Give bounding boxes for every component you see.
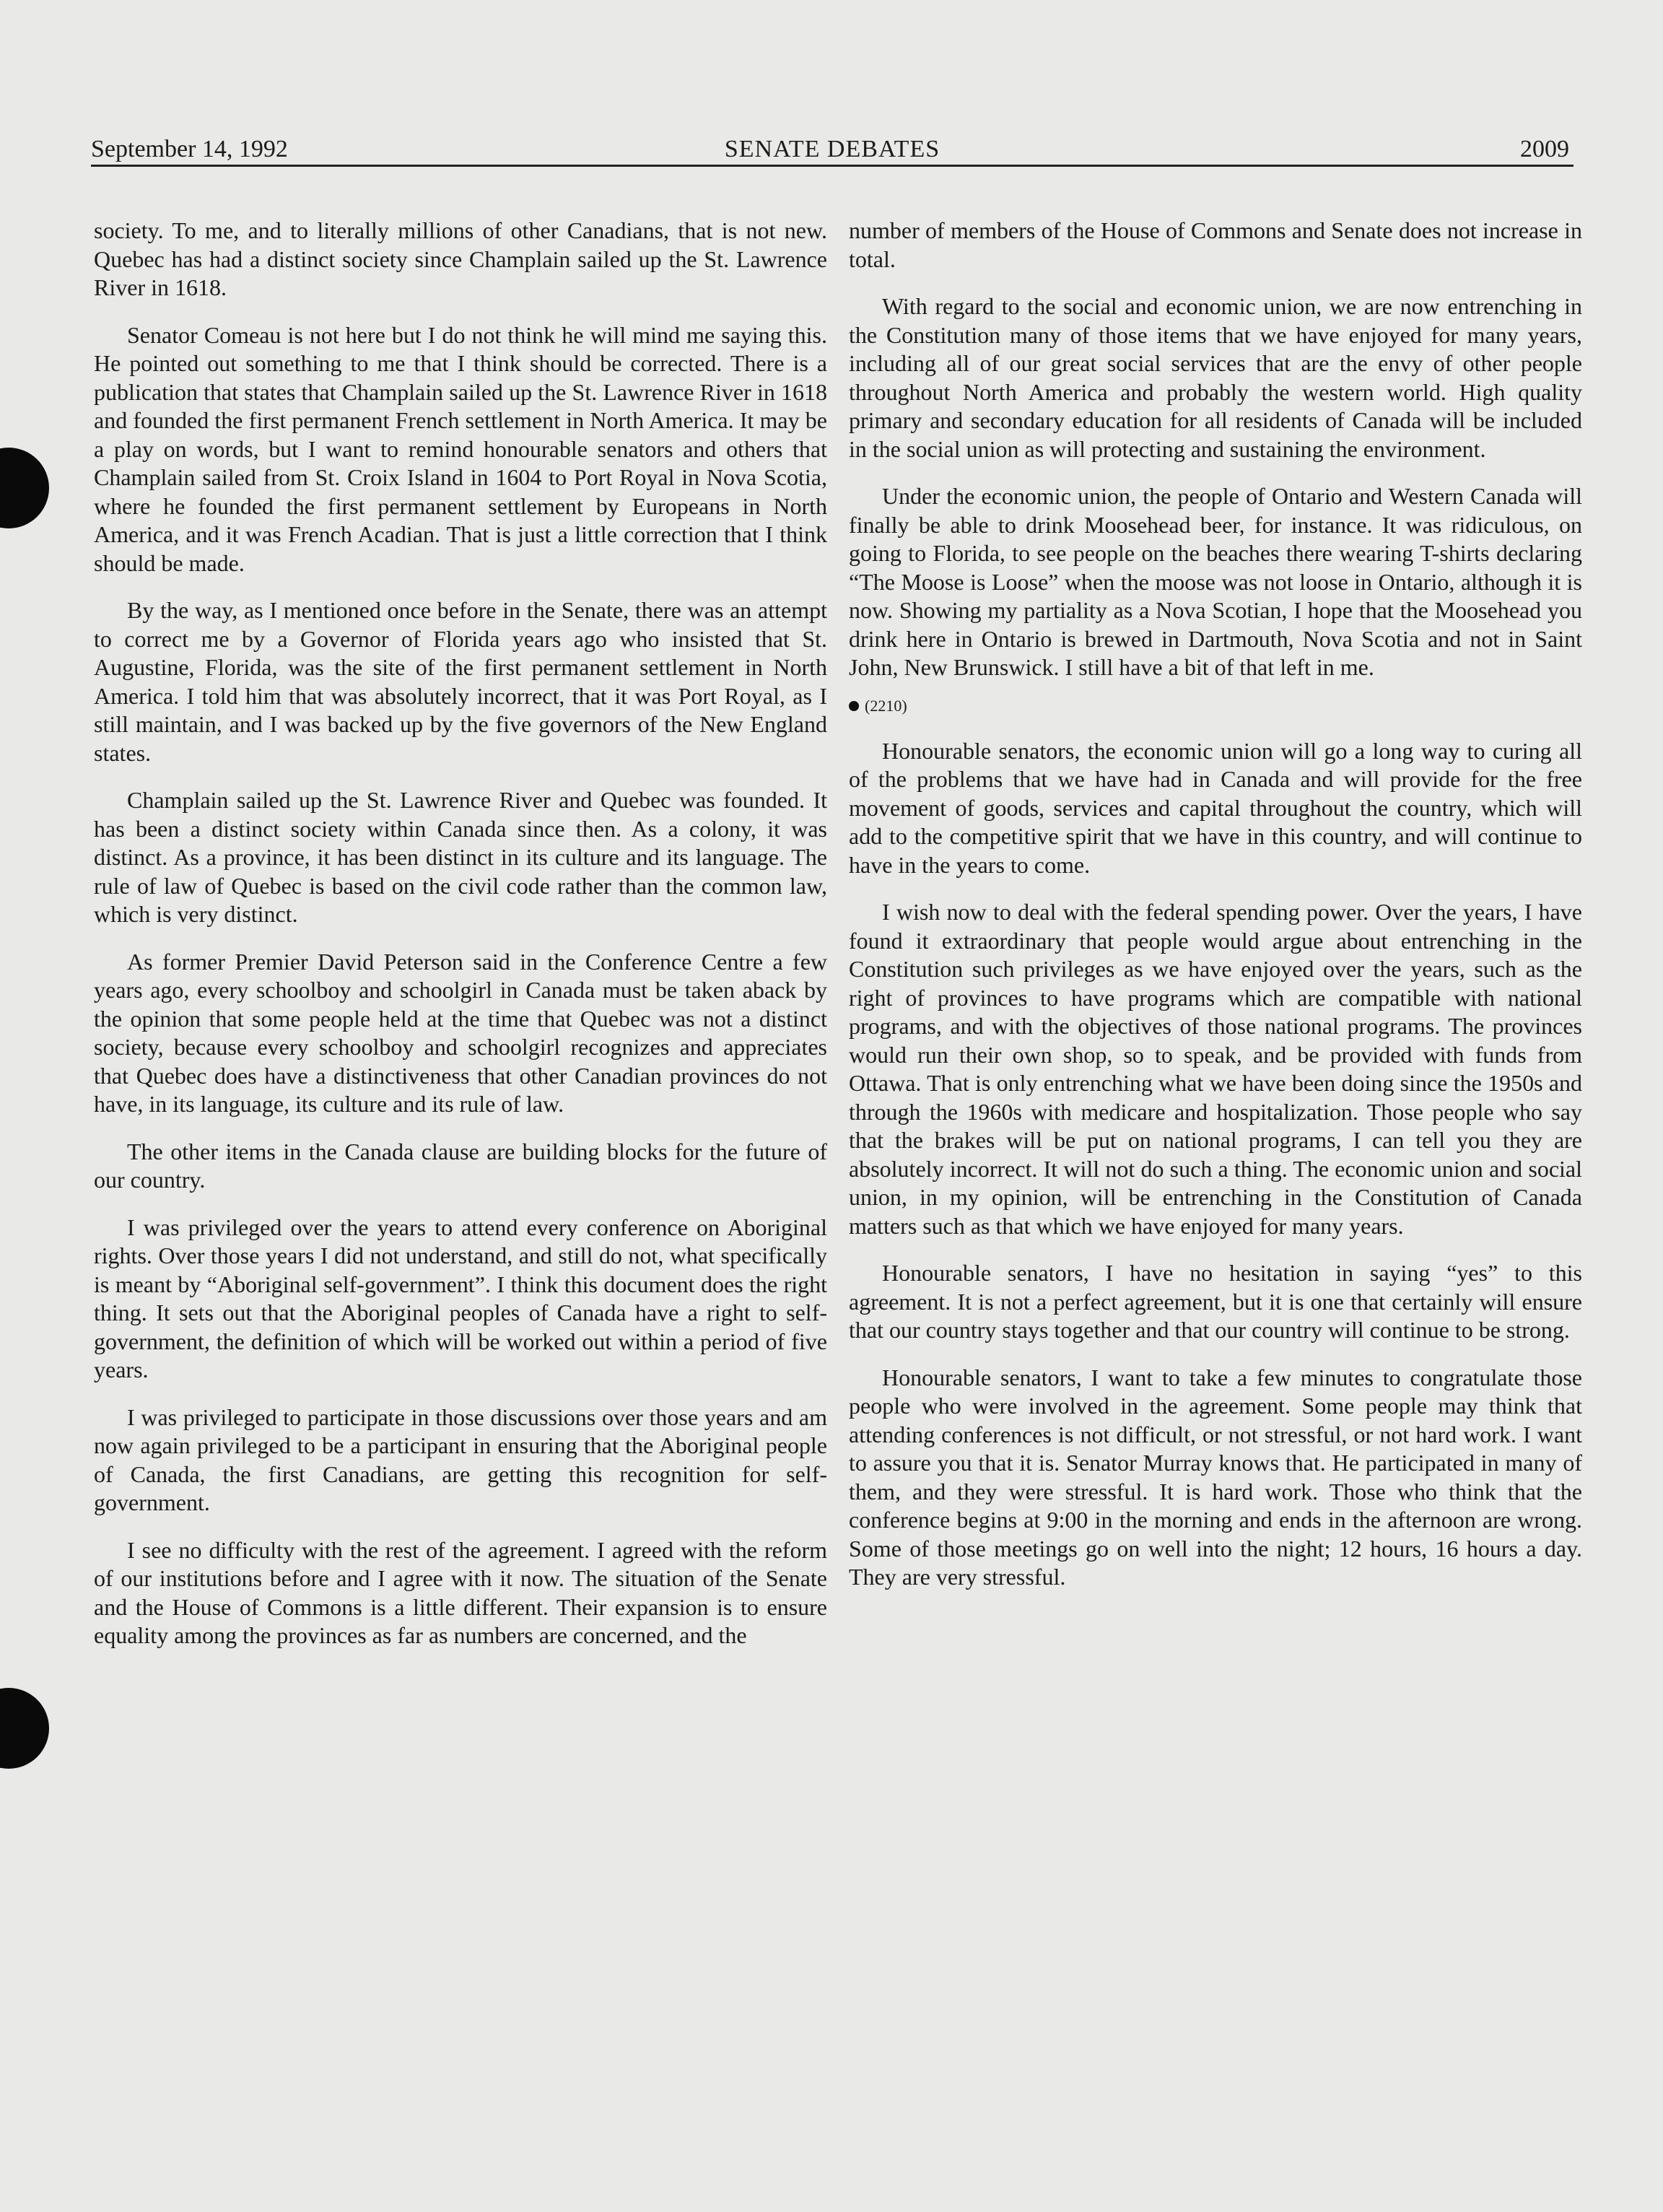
paragraph: Honourable senators, I have no hesitation in saying “yes” to this agreement. It is not a perfect agreement, but it is one that certainly will ensure that our country stays together and that our country will continue to be strong. [849,1260,1582,1343]
paragraph: I wish now to deal with the federal spending power. Over the years, I have found it extraordinary that people would argue about entrenching in the Constitution such privileges as we have enjoyed over the years, such as the right of provinces to have programs which are compatible with national programs, and with the objectives of those national programs. The provinces would run their own shop, so to speak, and be provided with funds from Ottawa. That is only entrenching what we have been doing since the 1950s and through the 1960s with medicare and hospitalization. Those people who say that the brakes will be put on national programs, I can tell you they are absolutely incorrect. It will not do such a thing. The economic union and social union, in my opinion, will be entrenching in the Constitution of Canada matters such as that which we have enjoyed for many years. [849,899,1582,1239]
left-column [94,217,827,1669]
header-page-number: 2009 [1520,136,1569,162]
paragraph: I was privileged over the years to attend every conference on Aboriginal rights. Over those years I did not understand, and still do not, what specifically is meant by “Aboriginal self-government”. I think this document does the right thing. It sets out that the Aboriginal peoples of Canada have a right to self-government, the definition of which will be worked out within a period of five years. [94,1214,827,1382]
paragraph: Senator Comeau is not here but I do not think he will mind me saying this. He pointed out something to me that I think should be corrected. There is a publication that states that Champlain sailed up the St. Lawrence River in 1618 and founded the first permanent French settlement in North America. It may be a play on words, but I want to remind honourable senators and others that Champlain sailed from St. Croix Island in 1604 to Port Royal in Nova Scotia, where he founded the first permanent settlement by Europeans in North America, and it was French Acadian. That is just a little correction that I think should be made. [94,321,827,576]
paragraph: Under the economic union, the people of Ontario and Western Canada will finally be able to drink Moosehead beer, for instance. It was ridiculous, on going to Florida, to see people on the beaches there wearing T-shirts declaring “The Moose is Loose” when the moose was not loose in Ontario, although it is now. Showing my partiality as a Nova Scotian, I hope that the Moosehead you drink here in Ontario is brewed in Dartmouth, Nova Scotia and not in Saint John, New Brunswick. I still have a bit of that left in me. [849,483,1582,680]
paragraph: society. To me, and to literally millions of other Canadians, that is not new. Quebec has had a distinct society since Champlain sailed up the St. Lawrence River in 1618. [94,217,827,300]
paragraph: Honourable senators, the economic union will go a long way to curing all of the problems that we have had in Canada and will provide for the free movement of goods, services and capital throughout the country, which will add to the competitive spirit that we have in this country, and will continue to have in the years to come. [849,737,1582,878]
time-marker [849,695,1582,717]
header-date: September 14, 1992 [91,136,288,162]
paragraph: Champlain sailed up the St. Lawrence River and Quebec was founded. It has been a distinct society within Canada since then. As a colony, it was distinct. As a province, it has been distinct in its culture and its language. The rule of law of Quebec is based on the civil code rather than the common law, which is very distinct. [94,787,827,927]
paragraph: The other items in the Canada clause are building blocks for the future of our country. [94,1138,827,1193]
paragraph: number of members of the House of Commons and Senate does not increase in total. [849,217,1582,272]
paragraph: I see no difficulty with the rest of the agreement. I agreed with the reform of our institutions before and I agree with it now. The situation of the Senate and the House of Commons is a little different. Their expansion is to ensure equality among the provinces as far as numbers are concerned, and the [94,1536,827,1648]
paragraph: By the way, as I mentioned once before in the Senate, there was an attempt to correct me by a Governor of Florida years ago who insisted that St. Augustine, Florida, was the site of the first permanent settlement in North America. I told him that was absolutely incorrect, that it was Port Royal, as I still maintain, and I was backed up by the five governors of the New England states. [94,597,827,766]
paragraph: With regard to the social and economic union, we are now entrenching in the Constitution many of those items that we have enjoyed for many years, including all of our great social services that are the envy of other people throughout North America and probably the western world. High quality primary and secondary education for all residents of Canada will be included in the social union as will protecting and sustaining the environment. [849,293,1582,462]
bullet-icon [849,701,859,711]
right-column [849,217,1582,1611]
paragraph: Honourable senators, I want to take a few minutes to congratulate those people who were involved in the agreement. Some people may think that attending conferences is not difficult, or not stressful, or not hard work. I want to assure you that it is. Senator Murray knows that. He participated in many of them, and they were stressful. It is hard work. Those who think that the conference begins at 9:00 in the morning and ends in the afternoon are wrong. Some of those meetings go on well into the night; 12 hours, 16 hours a day. They are very stressful. [849,1364,1582,1590]
page-header [91,123,1573,167]
header-title: SENATE DEBATES [724,136,940,162]
paragraph: I was privileged to participate in those discussions over those years and am now again privileged to be a participant in ensuring that the Aboriginal people of Canada, the first Canadians, are getting this recognition for self-government. [94,1403,827,1515]
time-marker-label: (2210) [865,696,907,715]
punch-hole-bottom [0,1688,49,1769]
punch-hole-top [0,448,49,528]
paragraph: As former Premier David Peterson said in the Conference Centre a few years ago, every schoolboy and schoolgirl in Canada must be taken aback by the opinion that some people held at the time that Quebec was not a distinct society, because every schoolboy and schoolgirl recognizes and appreciates that Quebec does have a distinctiveness that other Canadian provinces do not have, in its language, its culture and its rule of law. [94,948,827,1117]
